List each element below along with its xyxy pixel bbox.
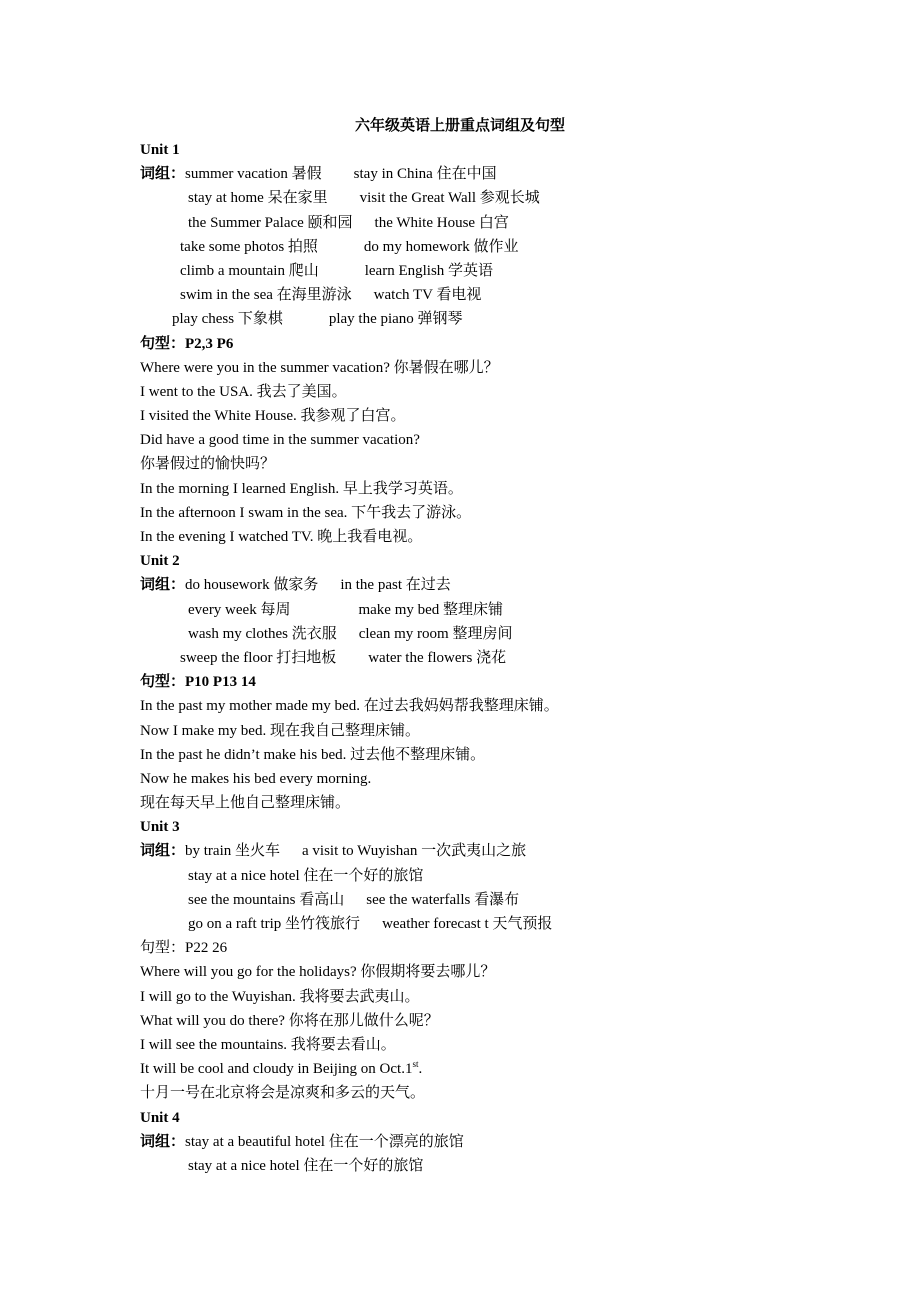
phrase-line: play chess 下象棋 play the piano 弹钢琴 (172, 311, 463, 328)
sentence-line: 你暑假过的愉快吗？ (140, 456, 276, 473)
sentence-line: In the evening I watched TV. 晚上我看电视。 (140, 529, 423, 545)
sentence-line: Now I make my bed. 现在我自己整理床铺。 (140, 722, 420, 739)
sentence-line: What will you do there? 你将在那儿做什么呢？ (140, 1012, 439, 1029)
phrase-line: 词组：do housework 做家务 in the past 在过去 (140, 577, 451, 594)
sentence-line: Where will you go for the holidays? 你假期将要去哪儿？ (140, 964, 496, 981)
page-title: 六年级英语上册重点词组及句型 (354, 118, 565, 134)
phrase-line: climb a mountain 爬山 learn English 学英语 (180, 262, 494, 279)
sentence-line: In the afternoon I swam in the sea. 下午我去了游泳。 (140, 504, 472, 521)
phrase-line: stay at a nice hotel 住在一个好的旅馆 (188, 867, 424, 884)
unit-heading: Unit 4 (140, 1109, 180, 1126)
phrases-label: 词组： (140, 166, 186, 183)
phrases-label: 词组： (140, 577, 186, 594)
sentence-line: I visited the White House. 我参观了白宫。 (140, 408, 406, 425)
sentence-line: 现在每天早上他自己整理床铺。 (140, 795, 351, 812)
phrases-label: 词组： (140, 843, 186, 860)
pattern-heading: 句型：P10 P13 14 (140, 674, 256, 691)
sentence-line: I will go to the Wuyishan. 我将要去武夷山。 (140, 988, 420, 1005)
sentence-line: I went to the USA. 我去了美国。 (140, 383, 347, 400)
sentence-line: In the past he didn’t make his bed. 过去他不整理床铺。 (140, 746, 486, 763)
sentence-line: Where were you in the summer vacation? 你暑假在哪儿？ (140, 359, 499, 376)
sentence-line: In the past my mother made my bed. 在过去我妈妈帮我整理床铺。 (140, 698, 559, 715)
sentence-line: In the morning I learned English. 早上我学习英语。 (140, 480, 463, 497)
document-body (140, 138, 840, 1178)
phrase-line: swim in the sea 在海里游泳 watch TV 看电视 (180, 287, 482, 304)
unit-heading: Unit 3 (140, 819, 180, 836)
phrase-line: go on a raft trip 坐竹筏旅行 weather forecast t 天气预报 (188, 916, 553, 932)
phrase-line: wash my clothes 洗衣服 clean my room 整理房间 (188, 625, 513, 642)
phrase-line: see the mountains 看高山 see the waterfalls 看瀑布 (188, 891, 520, 908)
unit-heading: Unit 1 (140, 142, 180, 158)
phrase-line: stay at home 呆在家里 visit the Great Wall 参观长城 (188, 190, 540, 207)
phrase-line: 词组：by train 坐火车 a visit to Wuyishan 一次武夷山之旅 (140, 843, 527, 860)
sentence-line: Did have a good time in the summer vacation? (140, 432, 420, 449)
phrases-label: 词组： (140, 1133, 186, 1150)
sentence-line: I will see the mountains. 我将要去看山。 (140, 1036, 396, 1053)
phrase-line: 词组：summer vacation 暑假 stay in China 住在中国 (140, 166, 497, 183)
sentence-line: It will be cool and cloudy in Beijing on Oct.1st. (140, 1059, 423, 1078)
phrase-line: every week 每周 make my bed 整理床铺 (188, 601, 504, 618)
phrase-line: stay at a nice hotel 住在一个好的旅馆 (188, 1157, 424, 1174)
phrase-line: 词组：stay at a beautiful hotel 住在一个漂亮的旅馆 (140, 1133, 464, 1150)
phrase-line: the Summer Palace 颐和园 the White House 白宫 (188, 214, 509, 231)
sentence-line: 十月一号在北京将会是凉爽和多云的天气。 (140, 1085, 426, 1102)
pattern-heading: 句型：P22 26 (140, 940, 228, 957)
phrase-line: sweep the floor 打扫地板 water the flowers 浇花 (180, 649, 507, 666)
pattern-heading: 句型：P2,3 P6 (140, 335, 234, 352)
sentence-line: Now he makes his bed every morning. (140, 770, 372, 787)
phrase-line: take some photos 拍照 do my homework 做作业 (180, 238, 519, 255)
unit-heading: Unit 2 (140, 553, 180, 570)
